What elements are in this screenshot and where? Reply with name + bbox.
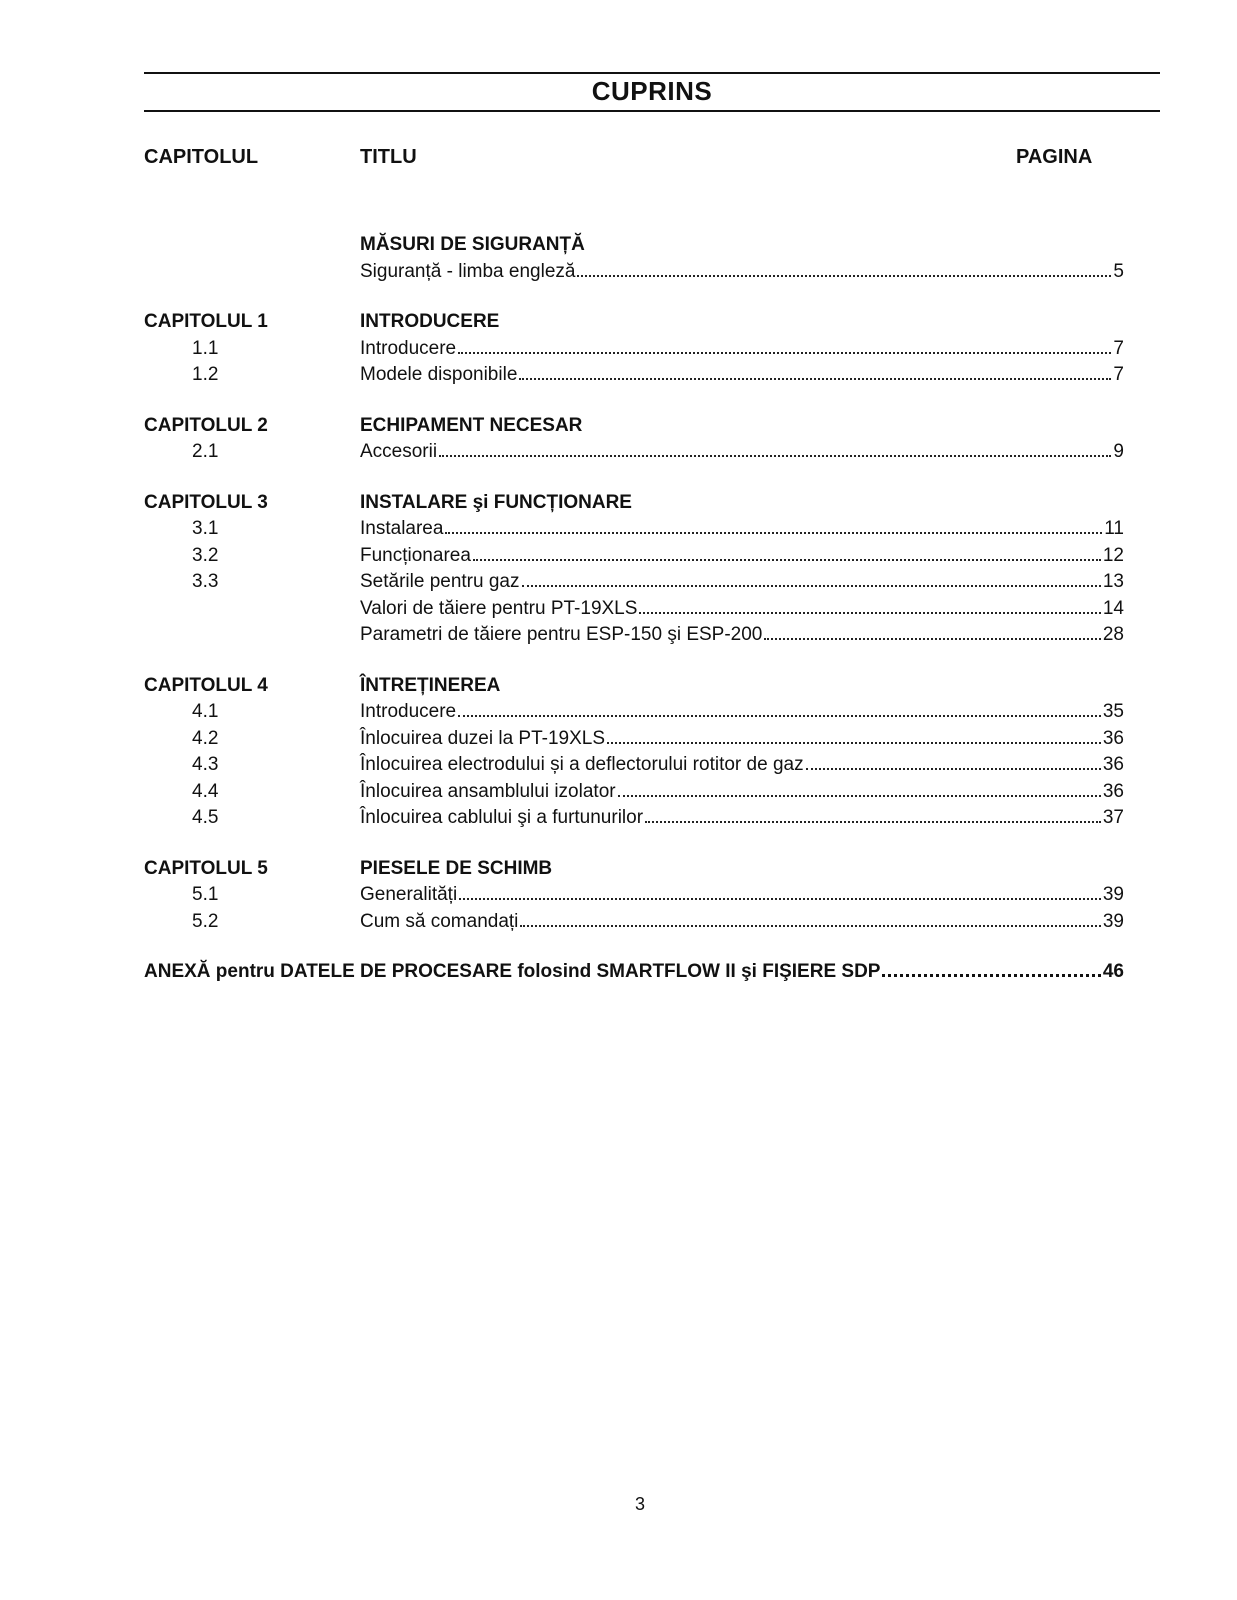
entry-page: 28 [1102, 624, 1124, 645]
toc-entry[interactable] [144, 598, 1124, 625]
entry-page: 39 [1102, 910, 1124, 932]
entry-page: 39 [1102, 884, 1124, 905]
entry-title: Setările pentru gaz [360, 571, 520, 592]
dot-leader [607, 742, 1101, 744]
entry-page: 12 [1102, 544, 1124, 566]
entry-title: Cum să comandați [360, 910, 519, 932]
entry-page: 7 [1113, 337, 1124, 359]
toc-entry[interactable] [144, 518, 1124, 545]
toc-entry[interactable] [144, 441, 1124, 468]
entry-number: 4.2 [192, 727, 219, 749]
toc-entry[interactable] [144, 884, 1124, 911]
dot-leader [458, 715, 1101, 717]
page-number: 3 [634, 1494, 645, 1514]
entry-title: Parametri de tăiere pentru ESP-150 şi ESP-200 [360, 624, 763, 645]
dot-leader [639, 612, 1100, 614]
entry-title: Înlocuirea duzei la PT-19XLS [360, 727, 606, 749]
entry-title: Instalarea [360, 518, 444, 539]
dot-leader [445, 532, 1102, 534]
toc-section [144, 492, 1124, 651]
entry-number: 1.1 [192, 337, 219, 359]
entry-page: 36 [1102, 727, 1124, 749]
entry-page: 14 [1102, 597, 1124, 619]
dot-leader [473, 559, 1101, 561]
entry-page: 13 [1102, 571, 1124, 592]
dot-leader [522, 585, 1101, 587]
dot-leader [806, 768, 1101, 770]
dot-leader [439, 455, 1111, 457]
entry-page: 11 [1104, 518, 1124, 539]
chapter-label: CAPITOLUL 3 [144, 491, 268, 513]
toc-section [144, 415, 1124, 468]
chapter-label: CAPITOLUL 1 [144, 311, 268, 332]
entry-page: 5 [1113, 260, 1124, 282]
section-heading: MĂSURI DE SIGURANȚĂ [360, 234, 585, 255]
bottom-rule [144, 110, 1160, 112]
entry-title: Accesorii [360, 441, 438, 462]
toc-section [144, 234, 1124, 287]
entry-title: Introducere [360, 337, 457, 359]
toc-section [144, 858, 1124, 938]
entry-number: 4.4 [192, 780, 219, 802]
dot-leader [882, 974, 1100, 977]
dot-leader [577, 275, 1111, 277]
toc-entry[interactable] [144, 781, 1124, 808]
entry-number: 4.5 [192, 807, 219, 828]
toc-entry[interactable] [144, 624, 1124, 651]
entry-page: 35 [1102, 701, 1124, 722]
section-heading-row [144, 311, 1124, 338]
toc-entry[interactable] [144, 545, 1124, 572]
entry-number: 1.2 [192, 364, 219, 385]
toc-entry[interactable] [144, 728, 1124, 755]
entry-number: 5.1 [192, 884, 219, 905]
top-rule [144, 72, 1160, 74]
chapter-label: CAPITOLUL 5 [144, 857, 268, 879]
entry-title: Generalități [360, 884, 458, 905]
dot-leader [459, 898, 1101, 900]
annex-entry[interactable] [144, 961, 1124, 983]
toc-entry[interactable] [144, 571, 1124, 598]
entry-title: Modele disponibile [360, 364, 518, 385]
entry-page: 36 [1102, 780, 1124, 802]
column-header-chapter: CAPITOLUL [144, 146, 259, 168]
dot-leader [764, 638, 1100, 640]
column-header-page: PAGINA [1016, 146, 1093, 168]
section-heading: ÎNTREȚINEREA [360, 674, 501, 696]
entry-number: 3.2 [192, 544, 219, 566]
entry-number: 4.1 [192, 701, 219, 722]
entry-title: Funcționarea [360, 544, 471, 566]
section-heading-row [144, 675, 1124, 702]
entry-title: Înlocuirea ansamblului izolator [360, 780, 616, 802]
section-heading-row [144, 858, 1124, 885]
section-heading: INSTALARE şi FUNCȚIONARE [360, 491, 632, 513]
section-heading-row [144, 415, 1124, 442]
dot-leader [520, 925, 1100, 927]
chapter-label: CAPITOLUL 4 [144, 674, 268, 696]
dot-leader [645, 821, 1101, 823]
entry-title: Introducere [360, 701, 457, 722]
section-heading-row [144, 492, 1124, 519]
dot-leader [618, 795, 1101, 797]
entry-number: 5.2 [192, 910, 219, 932]
dot-leader [458, 352, 1111, 354]
toc-section [144, 311, 1124, 391]
section-heading: INTRODUCERE [360, 311, 500, 332]
section-heading: PIESELE DE SCHIMB [360, 857, 553, 879]
toc-section [144, 675, 1124, 834]
toc-entry[interactable] [144, 807, 1124, 834]
section-heading-row [144, 234, 1124, 261]
entry-title: Siguranță - limba engleză [360, 260, 576, 282]
entry-title: Valori de tăiere pentru PT-19XLS [360, 597, 638, 619]
toc-entry[interactable] [144, 701, 1124, 728]
toc-entry[interactable] [144, 364, 1124, 391]
toc-entry[interactable] [144, 754, 1124, 781]
annex-page: 46 [1102, 961, 1124, 982]
toc-entry[interactable] [144, 911, 1124, 938]
entry-number: 3.3 [192, 571, 219, 592]
page-title: CUPRINS [591, 76, 713, 106]
toc-entry[interactable] [144, 261, 1124, 288]
entry-page: 37 [1102, 807, 1124, 828]
entry-page: 36 [1102, 754, 1124, 775]
entry-number: 4.3 [192, 754, 219, 775]
entry-title: Înlocuirea electrodului și a deflectorului rotitor de gaz [360, 754, 804, 775]
toc-entry[interactable] [144, 338, 1124, 365]
annex-title: ANEXĂ pentru DATELE DE PROCESARE folosind SMARTFLOW II şi FIŞIERE SDP [144, 961, 881, 982]
table-of-contents [144, 234, 1124, 983]
section-heading: ECHIPAMENT NECESAR [360, 414, 583, 436]
chapter-label: CAPITOLUL 2 [144, 414, 268, 436]
entry-title: Înlocuirea cablului şi a furtunurilor [360, 807, 644, 828]
entry-number: 3.1 [192, 518, 219, 539]
entry-page: 7 [1113, 364, 1124, 385]
entry-number: 2.1 [192, 441, 219, 462]
dot-leader [519, 378, 1111, 380]
column-header-title: TITLU [360, 146, 417, 168]
entry-page: 9 [1113, 441, 1124, 462]
